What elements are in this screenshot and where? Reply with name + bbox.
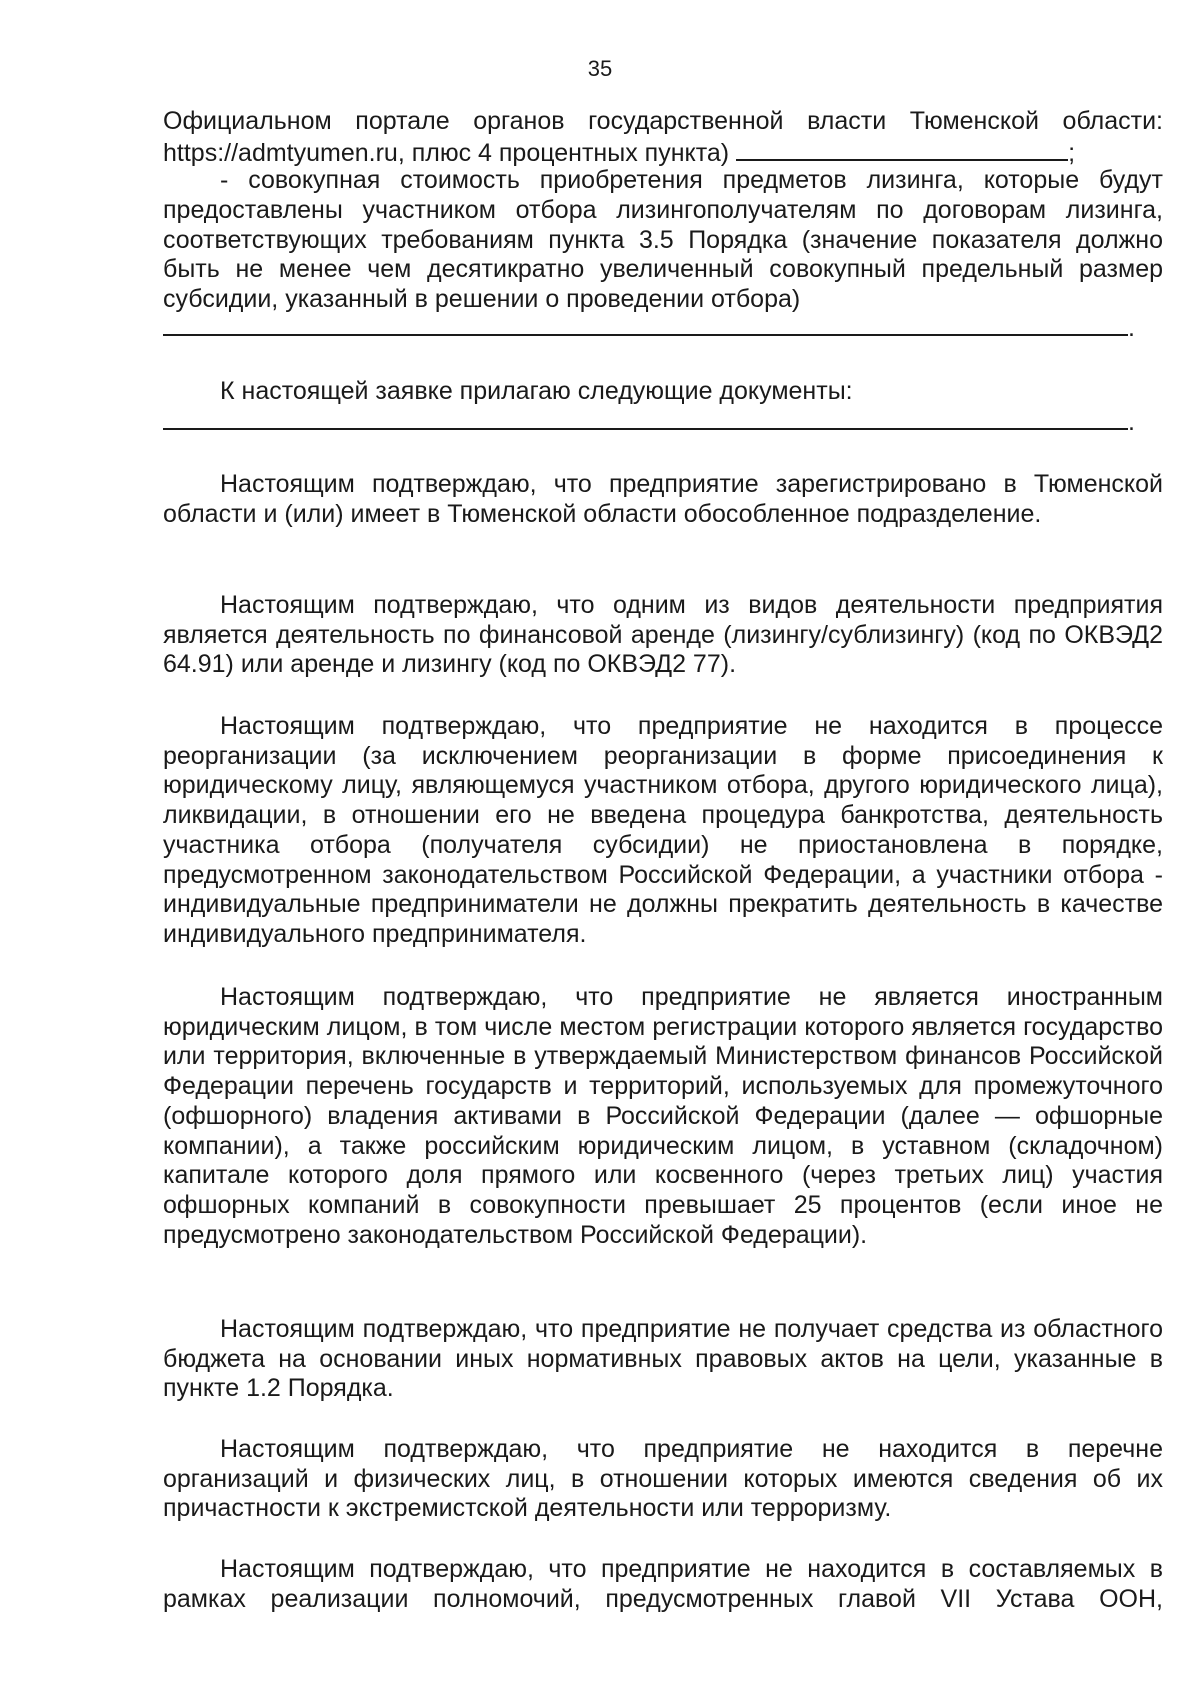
fill-in-line <box>163 312 1128 336</box>
paragraph-reorganization: Настоящим подтверждаю, что предприятие не находится в процессе реорганизации (за исключением реорганизации в форме присоединения к юридическому лицу, являющемуся участником отбора, другого юридического лица), ликвидации, в отношении его не введена процедура банкротства, деятельность участника отбора (получателя субсидии) не приостановлена в порядке, предусмотренном законодательством Российской Федерации, а участники отбора - индивидуальные предприниматели не должны прекратить деятельность в качестве индивидуального предпринимателя. <box>163 712 1163 948</box>
paragraph-activity: Настоящим подтверждаю, что одним из видов деятельности предприятия является деятельность по финансовой аренде (лизингу/сублизингу) (код по ОКВЭД2 64.91) или аренде и лизингу (код по ОКВЭД2 77). <box>163 591 1163 679</box>
intro-line-2-end: ; <box>1068 139 1076 167</box>
page-number: 35 <box>587 56 613 81</box>
paragraph-extremism: Настоящим подтверждаю, что предприятие не находится в перечне организаций и физических лиц, в отношении которых имеются сведения об их причастности к экстремистской деятельности или терроризму. <box>163 1435 1163 1523</box>
paragraph-un-lists: Настоящим подтверждаю, что предприятие не находится в составляемых в рамках реализации полномочий, предусмотренных главой VII Устава ООН, <box>163 1555 1163 1613</box>
intro-line-1: Официальном портале органов государственной власти Тюменской области: <box>163 107 1163 135</box>
paragraph-budget: Настоящим подтверждаю, что предприятие не получает средства из областного бюджета на основании иных нормативных правовых актов на цели, указанные в пункте 1.2 Порядка. <box>163 1315 1163 1403</box>
fill-in-line-attachments <box>163 406 1163 436</box>
paragraph-offshore: Настоящим подтверждаю, что предприятие не является иностранным юридическим лицом, в том числе местом регистрации которого является государство или территория, включенные в утверждаемый Министерством финансов Российской Федерации перечень государств и территорий, используемых для промежуточного (офшорного) владения активами в Российской Федерации (далее — офшорные компании), а также российским юридическим лицом, в уставном (складочном) капитале которого доля прямого или косвенного (через третьих лиц) участия офшорных компаний в совокупности превышает 25 процентов (если иное не предусмотрено законодательством Российской Федерации). <box>163 983 1163 1249</box>
list-item-continuation: предоставлены участником отбора лизингополучателям по договорам лизинга, соответствующих требованиям пункта 3.5 Порядка (значение показателя должно быть не менее чем десятикратно увеличенный совокупный предельный размер субсидии, указанный в решении о проведении отбора) <box>163 196 1163 314</box>
fill-in-line-leasing-cost <box>163 312 1163 342</box>
attachments-label: К настоящей заявке прилагаю следующие документы: <box>220 377 853 405</box>
input-line-rate <box>736 137 1068 161</box>
fill-in-line-end: . <box>1128 408 1135 436</box>
fill-in-line <box>163 406 1128 430</box>
intro-line-2 <box>163 137 1163 169</box>
fill-in-line-end: . <box>1128 314 1135 342</box>
paragraph-registration: Настоящим подтверждаю, что предприятие зарегистрировано в Тюменской области и (или) имеет в Тюменской области обособленное подразделение. <box>163 470 1163 528</box>
intro-line-2-text: https://admtyumen.ru, плюс 4 процентных пункта) <box>163 139 730 167</box>
list-item-first-line: - совокупная стоимость приобретения предметов лизинга, которые будут <box>220 166 1163 194</box>
